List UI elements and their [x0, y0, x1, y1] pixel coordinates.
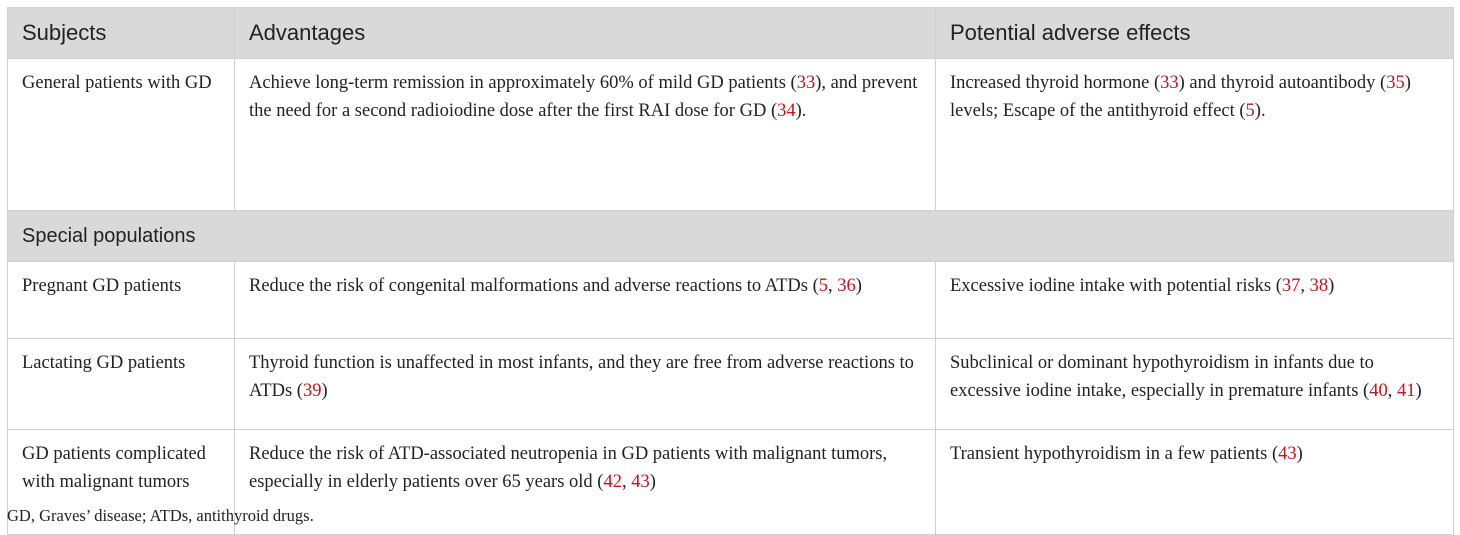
section-label: Special populations [8, 211, 1454, 262]
header-row [8, 8, 1454, 59]
cell-text: ) [1296, 444, 1303, 464]
table-row [8, 339, 1454, 430]
citation-link[interactable]: 38 [1309, 276, 1329, 296]
citation-link[interactable]: 40 [1369, 381, 1388, 401]
citation-link[interactable]: 43 [631, 472, 650, 492]
citation-link[interactable]: 37 [1281, 276, 1301, 296]
cell-text: ), and prevent the need for a second radioiodine dose after the first RAI dose for GD ( [249, 73, 918, 121]
citation-link[interactable]: 39 [302, 381, 322, 401]
cell-text: Reduce the risk of congenital malformations and adverse reactions to ATDs ( [249, 276, 819, 296]
table-footnote: GD, Graves’ disease; ATDs, antithyroid drugs. [7, 506, 314, 525]
cell-text: ) [1415, 381, 1422, 401]
subject-cell: Pregnant GD patients [8, 262, 235, 339]
cell-text: , [1387, 381, 1397, 401]
subject-cell: Lactating GD patients [8, 339, 235, 430]
header-advantages: Advantages [235, 8, 936, 59]
citation-link[interactable]: 43 [1278, 444, 1297, 464]
cell-text: ) [321, 381, 328, 401]
cell-text: Thyroid function is unaffected in most infants, and they are free from adverse reactions to ATDs ( [249, 353, 914, 401]
citation-link[interactable]: 35 [1386, 73, 1405, 93]
header-adverse-effects: Potential adverse effects [936, 8, 1454, 59]
section-row [8, 211, 1454, 262]
advantages-cell [235, 59, 936, 211]
table-row [8, 59, 1454, 211]
adverse-cell [936, 430, 1454, 535]
cell-text: ) levels; Escape of the antithyroid effect ( [950, 73, 1411, 121]
cell-text: , [827, 276, 838, 296]
subject-cell: GD patients complicated with malignant tumors [8, 430, 235, 535]
cell-text: Reduce the risk of ATD-associated neutropenia in GD patients with malignant tumors, especially in elderly patients over 65 years old ( [249, 444, 888, 492]
cell-text: , [1300, 276, 1310, 296]
citation-link[interactable]: 42 [603, 472, 622, 492]
citation-link[interactable]: 33 [796, 73, 816, 93]
cell-text: Transient hypothyroidism in a few patients ( [950, 444, 1279, 464]
adverse-cell [936, 59, 1454, 211]
cell-text: Excessive iodine intake with potential risks ( [950, 276, 1282, 296]
citation-link[interactable]: 33 [1160, 73, 1179, 93]
cell-text: Subclinical or dominant hypothyroidism in infants due to excessive iodine intake, especially in premature infants ( [950, 353, 1374, 401]
citation-link[interactable]: 41 [1396, 381, 1416, 401]
header-subjects: Subjects [8, 8, 235, 59]
cell-text: ) [855, 276, 862, 296]
cell-text: ) and thyroid autoantibody ( [1178, 73, 1387, 93]
cell-text: , [621, 472, 632, 492]
advantages-cell [235, 262, 936, 339]
citation-link[interactable]: 36 [837, 276, 856, 296]
adverse-cell [936, 339, 1454, 430]
adverse-cell [936, 262, 1454, 339]
advantages-cell [235, 430, 936, 535]
advantages-cell [235, 339, 936, 430]
cell-text: Achieve long-term remission in approximately 60% of mild GD patients ( [249, 73, 797, 93]
cell-text: ). [795, 101, 807, 121]
comparison-table [7, 7, 1454, 535]
cell-text: ) [1328, 276, 1335, 296]
table-row [8, 262, 1454, 339]
cell-text: Increased thyroid hormone ( [950, 73, 1161, 93]
cell-text: ) [649, 472, 656, 492]
citation-link[interactable]: 5 [818, 276, 828, 296]
subject-cell: General patients with GD [8, 59, 235, 211]
citation-link[interactable]: 5 [1245, 101, 1255, 121]
citation-link[interactable]: 34 [777, 101, 796, 121]
cell-text: ). [1254, 101, 1266, 121]
